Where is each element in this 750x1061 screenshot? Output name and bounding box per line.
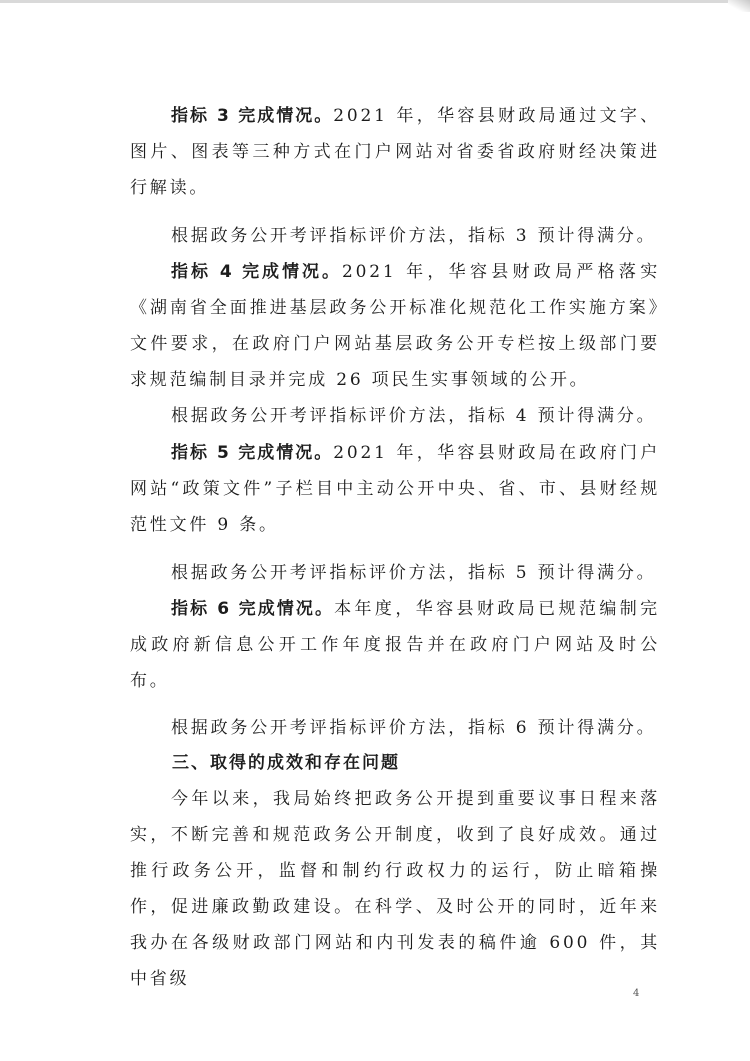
results-text: 今年以来，我局始终把政务公开提到重要议事日程来落实，不断完善和规范政务公开制度，收到了良好成效。通过推行政务公开，监督和制约行政权力的运行，防止暗箱操作，促进廉政勤政建设。在科学、及时公开的同时，近年来我办在各级财政部门网站和内刊发表的稿件逾 600 件，其中省级 (130, 789, 660, 989)
paragraph-indicator-6-score (130, 710, 660, 746)
indicator-6-text: 本年度，华容县财政局已规范编制完成政府新信息公开工作年度报告并在政府门户网站及时公布。 (130, 599, 660, 691)
paragraph-indicator-5 (130, 435, 660, 543)
indicator-6-score-text: 根据政务公开考评指标评价方法，指标 6 预计得满分。 (171, 718, 657, 738)
paragraph-indicator-6 (130, 591, 660, 699)
indicator-3-score-text: 根据政务公开考评指标评价方法，指标 3 预计得满分。 (171, 226, 657, 246)
paragraph-indicator-5-score (130, 555, 660, 591)
paragraph-indicator-3-score (130, 218, 660, 254)
indicator-6-lead: 指标 6 完成情况。 (171, 599, 335, 619)
indicator-4-lead: 指标 4 完成情况。 (171, 262, 342, 282)
paragraph-indicator-4-score (130, 398, 660, 434)
indicator-5-text: 2021 年，华容县财政局在政府门户网站“政策文件”子栏目中主动公开中央、省、市、县财经规范性文件 9 条。 (130, 443, 660, 535)
paragraph-results (130, 781, 660, 997)
indicator-3-lead: 指标 3 完成情况。 (171, 106, 334, 126)
section-heading: 三、取得的成效和存在问题 (172, 753, 400, 773)
page-number: 4 (633, 988, 640, 999)
paragraph-indicator-3 (130, 98, 660, 206)
indicator-5-lead: 指标 5 完成情况。 (171, 443, 334, 463)
paragraph-indicator-4 (130, 254, 660, 398)
indicator-4-score-text: 根据政务公开考评指标评价方法，指标 4 预计得满分。 (171, 406, 657, 426)
indicator-5-score-text: 根据政务公开考评指标评价方法，指标 5 预计得满分。 (171, 563, 657, 583)
indicator-4-text: 2021 年，华容县财政局严格落实《湖南省全面推进基层政务公开标准化规范化工作实施方案》文件要求，在政府门户网站基层政务公开专栏按上级部门要求规范编制目录并完成 26 项民生实事领域的公开。 (130, 262, 660, 390)
indicator-3-text: 2021 年，华容县财政局通过文字、图片、图表等三种方式在门户网站对省委省政府财经决策进行解读。 (130, 106, 660, 198)
